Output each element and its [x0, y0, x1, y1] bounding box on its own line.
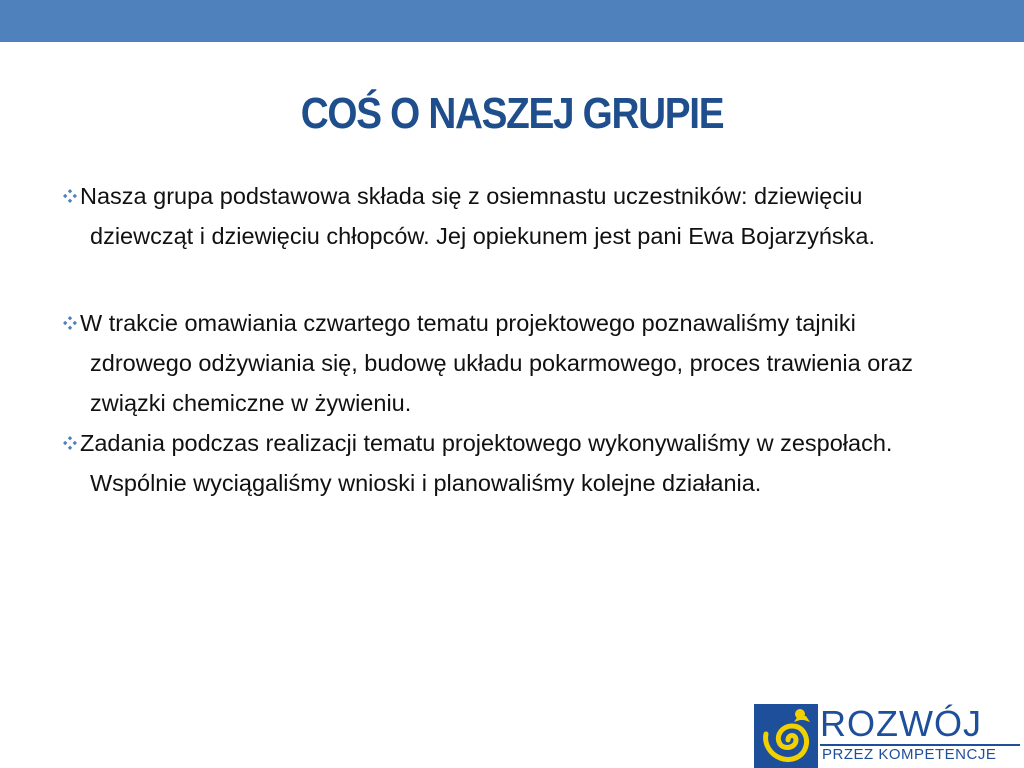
logo-subtitle: PRZEZ KOMPETENCJE: [822, 746, 997, 763]
bullet-item: [62, 303, 962, 423]
bullet-item: [62, 176, 962, 256]
bullet-text: W trakcie omawiania czwartego tematu projektowego poznawaliśmy tajniki zdrowego odżywiania się, budowę układu pokarmowego, proces trawienia oraz związki chemiczne w żywieniu.: [80, 310, 913, 416]
bullet-item: [62, 423, 962, 503]
rozwoj-logo: [754, 704, 1022, 768]
logo-wordmark: ROZWÓJ: [820, 703, 982, 744]
diamond-bullet-icon: [62, 315, 78, 331]
diamond-bullet-icon: [62, 435, 78, 451]
top-accent-band: [0, 0, 1024, 42]
diamond-bullet-icon: [62, 188, 78, 204]
bullet-text: Zadania podczas realizacji tematu projektowego wykonywaliśmy w zespołach. Wspólnie wyciągaliśmy wnioski i planowaliśmy kolejne działania.: [80, 430, 893, 496]
rozwoj-logo-icon: [754, 704, 818, 768]
slide-title: COŚ O NASZEJ GRUPIE: [300, 89, 724, 138]
bullet-list: [62, 176, 962, 503]
bullet-text: Nasza grupa podstawowa składa się z osiemnastu uczestników: dziewięciu dziewcząt i dziewięciu chłopców. Jej opiekunem jest pani Ewa Bojarzyńska.: [80, 183, 876, 249]
